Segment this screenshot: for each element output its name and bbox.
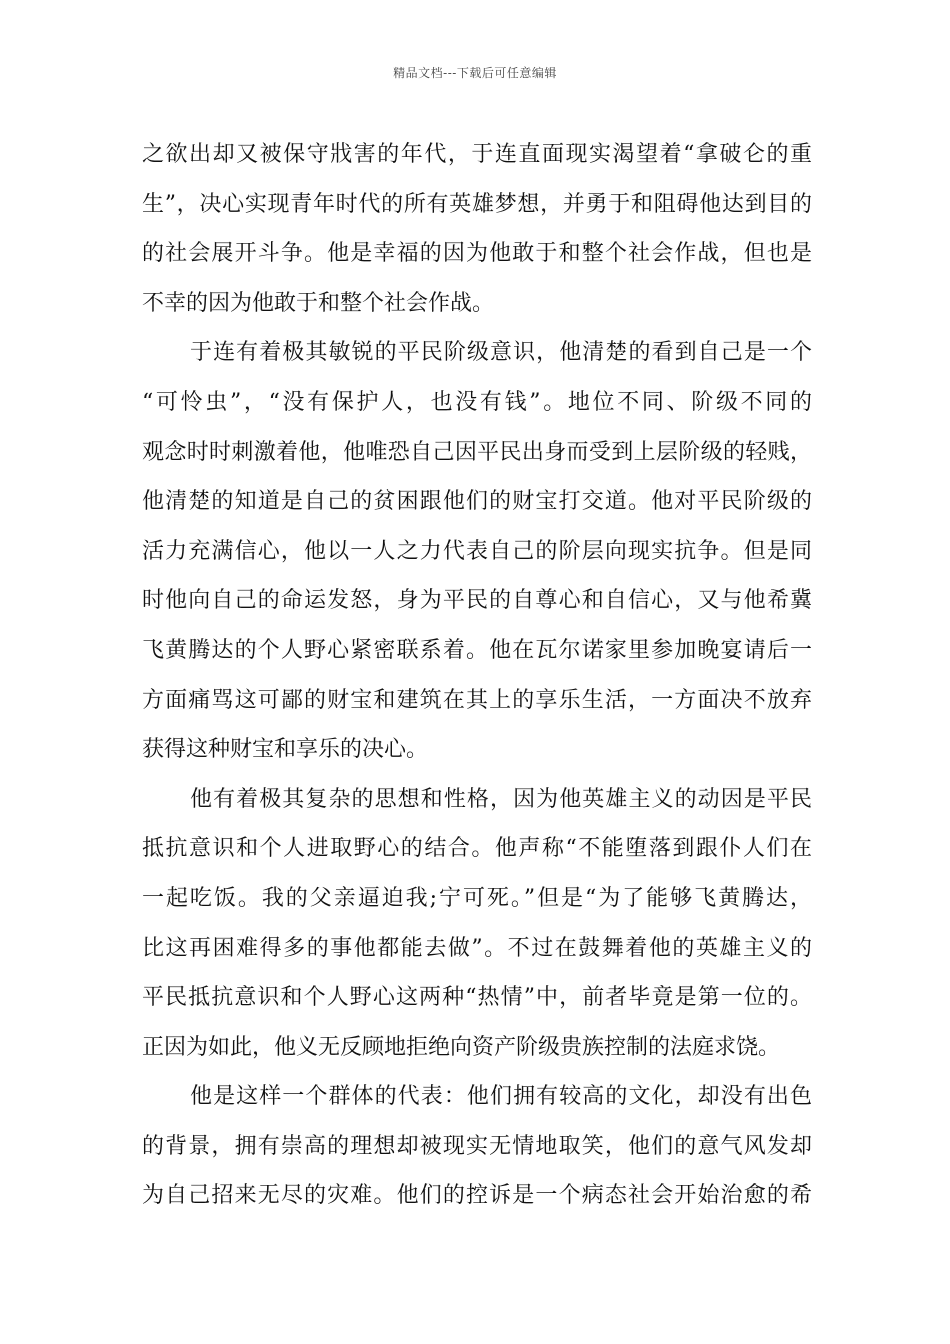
text-line: 抵抗意识和个人进取野心的结合。他声称“不能堕落到跟仆人们在 xyxy=(142,836,812,862)
text-line: 的社会展开斗争。他是幸福的因为他敢于和整个社会作战，但也是 xyxy=(142,241,812,267)
text-line: 生”，决心实现青年时代的所有英雄梦想，并勇于和阻碍他达到目的 xyxy=(142,191,812,217)
text-line: 于连有着极其敏锐的平民阶级意识，他清楚的看到自己是一个 xyxy=(190,340,812,366)
text-line: 方面痛骂这可鄙的财宝和建筑在其上的享乐生活，一方面决不放弃 xyxy=(142,687,812,713)
text-line: 获得这种财宝和享乐的决心。 xyxy=(142,737,429,763)
text-line: 比这再困难得多的事他都能去做”。不过在鼓舞着他的英雄主义的 xyxy=(142,935,812,961)
text-line: “可怜虫”，“没有保护人，也没有钱”。地位不同、阶级不同的 xyxy=(142,389,812,415)
text-line: 他是这样一个群体的代表：他们拥有较高的文化，却没有出色 xyxy=(190,1084,812,1110)
text-line: 正因为如此，他义无反顾地拒绝向资产阶级贵族控制的法庭求饶。 xyxy=(142,1034,781,1060)
text-line: 不幸的因为他敢于和整个社会作战。 xyxy=(142,290,495,316)
text-line: 为自己招来无尽的灾难。他们的控诉是一个病态社会开始治愈的希 xyxy=(142,1183,812,1209)
text-line: 平民抵抗意识和个人野心这两种“热情”中，前者毕竟是第一位的。 xyxy=(142,985,812,1011)
text-line: 他有着极其复杂的思想和性格，因为他英雄主义的动因是平民 xyxy=(190,786,812,812)
page-header: 精品文档---下载后可任意编辑 xyxy=(393,66,557,80)
text-line: 之欲出却又被保守戕害的年代，于连直面现实渴望着“拿破仑的重 xyxy=(142,142,812,167)
body-text xyxy=(142,130,812,1221)
text-line: 飞黄腾达的个人野心紧密联系着。他在瓦尔诺家里参加晚宴请后一 xyxy=(142,637,812,663)
text-line: 活力充满信心，他以一人之力代表自己的阶层向现实抗争。但是同 xyxy=(142,538,812,564)
text-line: 的背景，拥有崇高的理想却被现实无情地取笑，他们的意气风发却 xyxy=(142,1133,812,1159)
text-line: 观念时时刺激着他，他唯恐自己因平民出身而受到上层阶级的轻贱， xyxy=(142,439,812,465)
text-line: 一起吃饭。我的父亲逼迫我;宁可死。”但是“为了能够飞黄腾达， xyxy=(142,885,812,911)
text-line: 他清楚的知道是自己的贫困跟他们的财宝打交道。他对平民阶级的 xyxy=(142,489,812,515)
text-line: 时他向自己的命运发怒，身为平民的自尊心和自信心，又与他希冀 xyxy=(142,588,812,614)
